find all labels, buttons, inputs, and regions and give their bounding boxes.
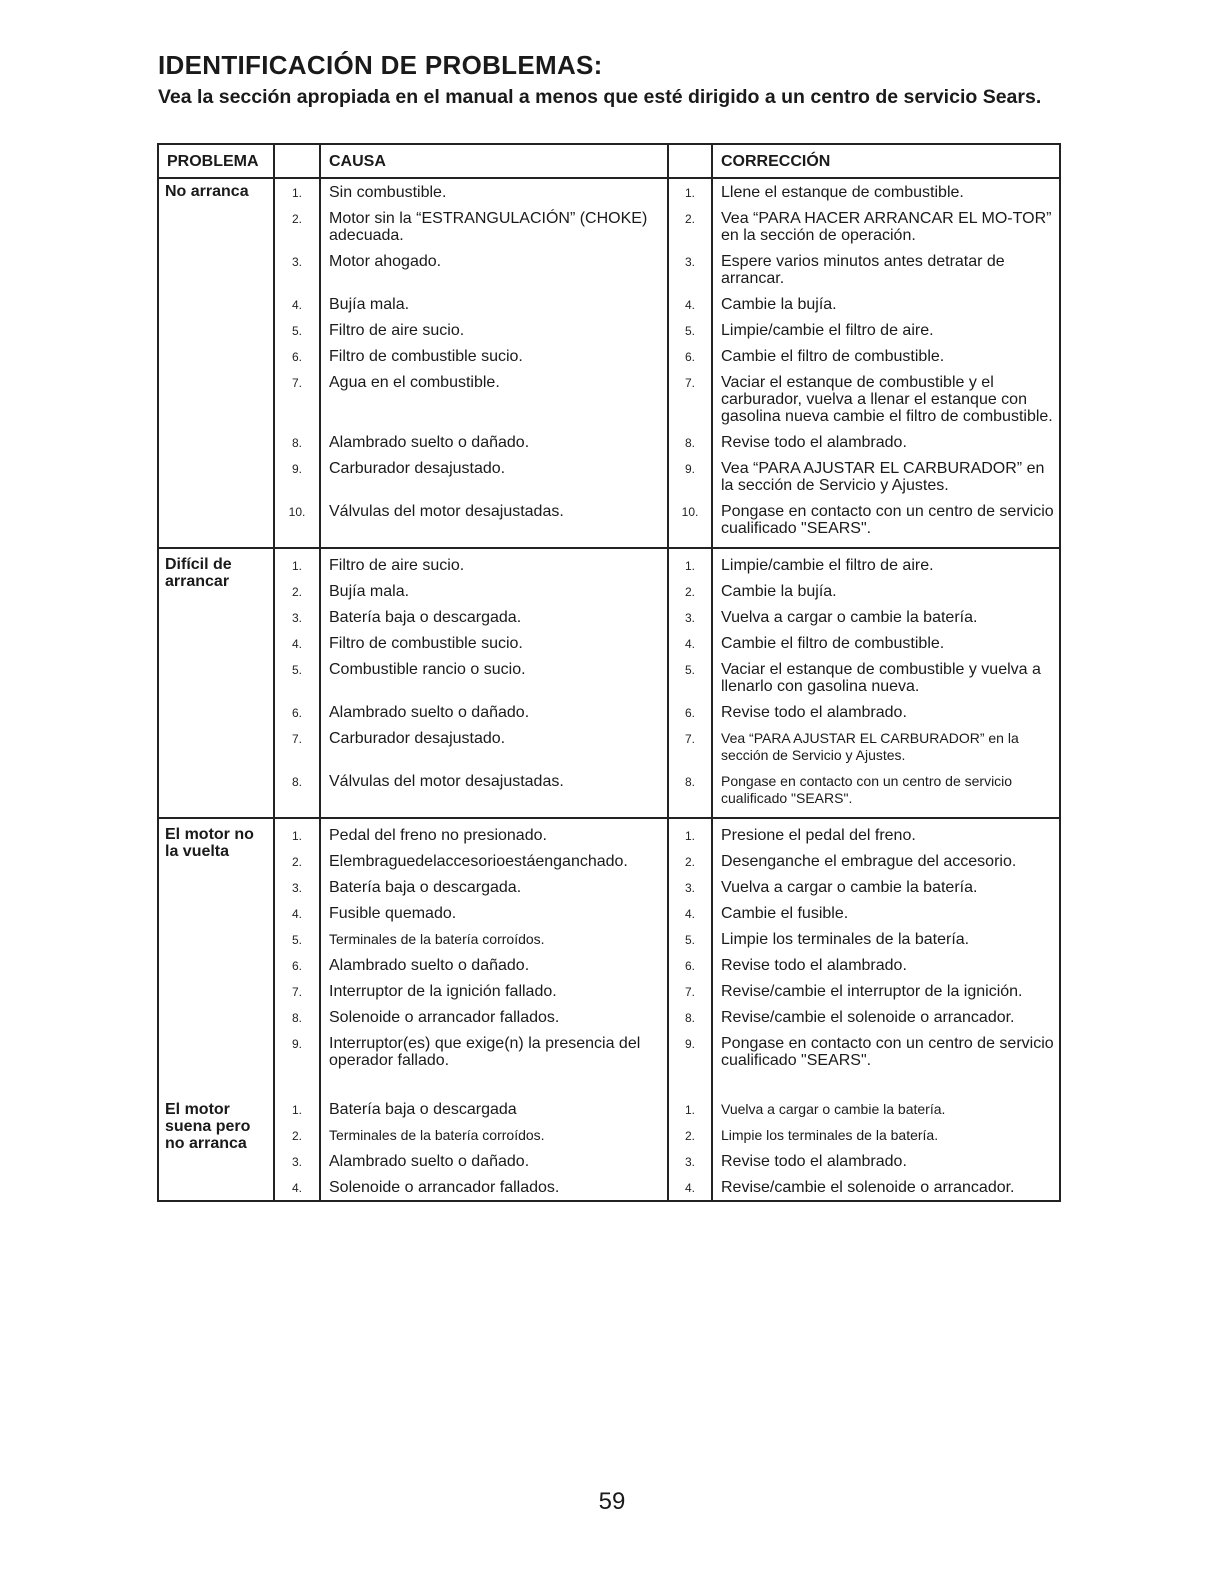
table-row — [158, 978, 1060, 1004]
table-row — [158, 317, 1060, 343]
cause-text: Válvulas del motor desajustadas. — [320, 498, 668, 548]
correction-text: Limpie los terminales de la batería. — [712, 926, 1060, 952]
cause-text: Batería baja o descargada. — [320, 874, 668, 900]
cause-text: Válvulas del motor desajustadas. — [320, 768, 668, 818]
cause-number: 10. — [288, 505, 306, 519]
cause-number: 1. — [291, 186, 302, 200]
table-row — [158, 699, 1060, 725]
table-row — [158, 578, 1060, 604]
cause-text: Sin combustible. — [320, 178, 668, 205]
correction-number: 4. — [684, 637, 695, 651]
correction-number: 1. — [668, 818, 712, 848]
correction-number: 3. — [684, 255, 695, 269]
table-row — [158, 248, 1060, 291]
cause-number: 6. — [291, 959, 302, 973]
table-row — [158, 1030, 1060, 1073]
cause-text: Combustible rancio o sucio. — [320, 656, 668, 699]
correction-number: 6. — [684, 706, 695, 720]
correction-text: Vea “PARA AJUSTAR EL CARBURADOR” en la sección de Servicio y Ajustes. — [712, 725, 1060, 768]
cause-number: 1. — [274, 548, 320, 578]
cause-text: Elembraguedelaccesorioestáenganchado. — [320, 848, 668, 874]
correction-text: Cambie el filtro de combustible. — [712, 343, 1060, 369]
problem-label: El motor suena pero no arranca — [158, 1073, 274, 1201]
troubleshooting-table — [157, 143, 1061, 1202]
correction-text: Llene el estanque de combustible. — [712, 178, 1060, 205]
table-row — [158, 1174, 1060, 1201]
correction-number: 8. — [684, 1011, 695, 1025]
correction-text: Limpie/cambie el filtro de aire. — [712, 317, 1060, 343]
cause-number: 3. — [291, 255, 302, 269]
cause-number: 5. — [291, 663, 302, 677]
correction-number: 10. — [681, 505, 699, 519]
header-cause: CAUSA — [320, 144, 668, 178]
table-row — [158, 818, 1060, 848]
correction-text: Cambie la bujía. — [712, 291, 1060, 317]
correction-text: Cambie la bujía. — [712, 578, 1060, 604]
correction-text: Pongase en contacto con un centro de servicio cualificado "SEARS". — [712, 1030, 1060, 1073]
header-cause-number — [274, 144, 320, 178]
correction-number: 2. — [684, 1129, 695, 1143]
cause-text: Alambrado suelto o dañado. — [320, 1148, 668, 1174]
cause-number: 3. — [291, 881, 302, 895]
correction-text: Cambie el filtro de combustible. — [712, 630, 1060, 656]
cause-text: Interruptor de la ignición fallado. — [320, 978, 668, 1004]
correction-text: Revise/cambie el solenoide o arrancador. — [712, 1004, 1060, 1030]
correction-text: Revise todo el alambrado. — [712, 429, 1060, 455]
problem-label: El motor no la vuelta — [158, 818, 274, 1073]
cause-number: 7. — [291, 985, 302, 999]
cause-text: Motor sin la “ESTRANGULACIÓN” (CHOKE) adecuada. — [320, 205, 668, 248]
cause-text: Agua en el combustible. — [320, 369, 668, 429]
cause-text: Filtro de combustible sucio. — [320, 343, 668, 369]
correction-text: Espere varios minutos antes detratar de arrancar. — [712, 248, 1060, 291]
correction-number: 7. — [684, 985, 695, 999]
correction-number: 9. — [684, 462, 695, 476]
cause-number: 8. — [291, 775, 302, 789]
correction-text: Revise/cambie el interruptor de la ignición. — [712, 978, 1060, 1004]
cause-number: 9. — [291, 1037, 302, 1051]
correction-number: 8. — [684, 436, 695, 450]
table-row — [158, 630, 1060, 656]
correction-number: 1. — [684, 1103, 695, 1117]
correction-text: Limpie/cambie el filtro de aire. — [712, 548, 1060, 578]
table-row — [158, 725, 1060, 768]
cause-text: Pedal del freno no presionado. — [320, 818, 668, 848]
cause-number: 4. — [291, 907, 302, 921]
cause-number: 3. — [291, 1155, 302, 1169]
cause-number: 8. — [291, 436, 302, 450]
header-problem: PROBLEMA — [158, 144, 274, 178]
correction-text: Revise todo el alambrado. — [712, 699, 1060, 725]
table-row — [158, 926, 1060, 952]
cause-number: 9. — [291, 462, 302, 476]
correction-text: Vuelva a cargar o cambie la batería. — [712, 604, 1060, 630]
table-row — [158, 429, 1060, 455]
cause-text: Alambrado suelto o dañado. — [320, 699, 668, 725]
cause-number: 5. — [291, 933, 302, 947]
cause-text: Carburador desajustado. — [320, 455, 668, 498]
cause-number: 7. — [291, 732, 302, 746]
correction-text: Limpie los terminales de la batería. — [712, 1122, 1060, 1148]
table-row — [158, 498, 1060, 548]
page-subtitle: Vea la sección apropiada en el manual a menos que esté dirigido a un centro de servicio Sears. — [158, 86, 1042, 108]
cause-text: Motor ahogado. — [320, 248, 668, 291]
cause-text: Solenoide o arrancador fallados. — [320, 1004, 668, 1030]
table-row — [158, 205, 1060, 248]
cause-number: 4. — [291, 637, 302, 651]
correction-number: 1. — [684, 186, 695, 200]
cause-text: Batería baja o descargada — [320, 1073, 668, 1122]
correction-number: 3. — [684, 1155, 695, 1169]
page-title: IDENTIFICACIÓN DE PROBLEMAS: — [158, 50, 603, 80]
cause-number: 2. — [291, 855, 302, 869]
cause-text: Solenoide o arrancador fallados. — [320, 1174, 668, 1201]
cause-number: 2. — [291, 212, 302, 226]
correction-number: 9. — [684, 1037, 695, 1051]
table-row — [158, 768, 1060, 818]
problem-label: No arranca — [158, 178, 274, 548]
cause-text: Batería baja o descargada. — [320, 604, 668, 630]
correction-text: Revise todo el alambrado. — [712, 1148, 1060, 1174]
correction-text: Vea “PARA HACER ARRANCAR EL MO-TOR” en la sección de operación. — [712, 205, 1060, 248]
correction-text: Cambie el fusible. — [712, 900, 1060, 926]
correction-number: 2. — [684, 855, 695, 869]
table-row — [158, 1122, 1060, 1148]
page-number: 59 — [598, 1488, 626, 1515]
cause-number: 3. — [291, 611, 302, 625]
table-body — [158, 178, 1060, 1201]
cause-text: Fusible quemado. — [320, 900, 668, 926]
correction-number: 4. — [684, 298, 695, 312]
table-row — [158, 548, 1060, 578]
table-row — [158, 1004, 1060, 1030]
cause-text: Interruptor(es) que exige(n) la presencia del operador fallado. — [320, 1030, 668, 1073]
table-row — [158, 455, 1060, 498]
correction-number: 8. — [684, 775, 695, 789]
problem-label: Difícil de arrancar — [158, 548, 274, 818]
cause-number: 7. — [291, 376, 302, 390]
table-row — [158, 604, 1060, 630]
cause-text: Alambrado suelto o dañado. — [320, 952, 668, 978]
cause-number: 8. — [291, 1011, 302, 1025]
table-row — [158, 291, 1060, 317]
cause-number: 2. — [291, 585, 302, 599]
correction-text: Presione el pedal del freno. — [712, 818, 1060, 848]
cause-text: Alambrado suelto o dañado. — [320, 429, 668, 455]
cause-text: Bujía mala. — [320, 291, 668, 317]
cause-number: 4. — [291, 298, 302, 312]
correction-number: 7. — [684, 376, 695, 390]
correction-text: Pongase en contacto con un centro de servicio cualificado "SEARS". — [712, 768, 1060, 818]
correction-text: Vuelva a cargar o cambie la batería. — [712, 1073, 1060, 1122]
cause-number: 6. — [291, 350, 302, 364]
cause-number: 1. — [274, 818, 320, 848]
correction-number: 3. — [684, 611, 695, 625]
header-correction: CORRECCIÓN — [712, 144, 1060, 178]
cause-text: Terminales de la batería corroídos. — [320, 1122, 668, 1148]
correction-number: 2. — [684, 585, 695, 599]
correction-number: 6. — [684, 959, 695, 973]
table-row — [158, 952, 1060, 978]
correction-number: 3. — [684, 881, 695, 895]
table-row — [158, 848, 1060, 874]
table-row — [158, 369, 1060, 429]
correction-number: 1. — [668, 548, 712, 578]
cause-text: Filtro de aire sucio. — [320, 548, 668, 578]
cause-text: Terminales de la batería corroídos. — [320, 926, 668, 952]
cause-number: 6. — [291, 706, 302, 720]
cause-text: Carburador desajustado. — [320, 725, 668, 768]
correction-number: 4. — [684, 1181, 695, 1195]
header-correction-number — [668, 144, 712, 178]
table-row — [158, 1148, 1060, 1174]
correction-number: 5. — [684, 663, 695, 677]
correction-text: Vea “PARA AJUSTAR EL CARBURADOR” en la sección de Servicio y Ajustes. — [712, 455, 1060, 498]
correction-text: Revise/cambie el solenoide o arrancador. — [712, 1174, 1060, 1201]
cause-number: 2. — [291, 1129, 302, 1143]
cause-text: Bujía mala. — [320, 578, 668, 604]
table-row — [158, 178, 1060, 205]
table-row — [158, 874, 1060, 900]
table-row — [158, 1073, 1060, 1122]
table-row — [158, 900, 1060, 926]
correction-text: Vuelva a cargar o cambie la batería. — [712, 874, 1060, 900]
cause-number: 1. — [291, 1103, 302, 1117]
correction-text: Desenganche el embrague del accesorio. — [712, 848, 1060, 874]
correction-number: 7. — [684, 732, 695, 746]
cause-text: Filtro de combustible sucio. — [320, 630, 668, 656]
cause-number: 4. — [291, 1181, 302, 1195]
table-header-row — [158, 144, 1060, 178]
table-row — [158, 656, 1060, 699]
correction-number: 2. — [684, 212, 695, 226]
table-row — [158, 343, 1060, 369]
cause-number: 5. — [291, 324, 302, 338]
correction-text: Vaciar el estanque de combustible y el carburador, vuelva a llenar el estanque con gasolina nueva cambie el filtro de combustible. — [712, 369, 1060, 429]
correction-number: 4. — [684, 907, 695, 921]
correction-text: Pongase en contacto con un centro de servicio cualificado "SEARS". — [712, 498, 1060, 548]
correction-number: 5. — [684, 933, 695, 947]
cause-text: Filtro de aire sucio. — [320, 317, 668, 343]
correction-text: Vaciar el estanque de combustible y vuelva a llenarlo con gasolina nueva. — [712, 656, 1060, 699]
correction-number: 6. — [684, 350, 695, 364]
correction-text: Revise todo el alambrado. — [712, 952, 1060, 978]
correction-number: 5. — [684, 324, 695, 338]
